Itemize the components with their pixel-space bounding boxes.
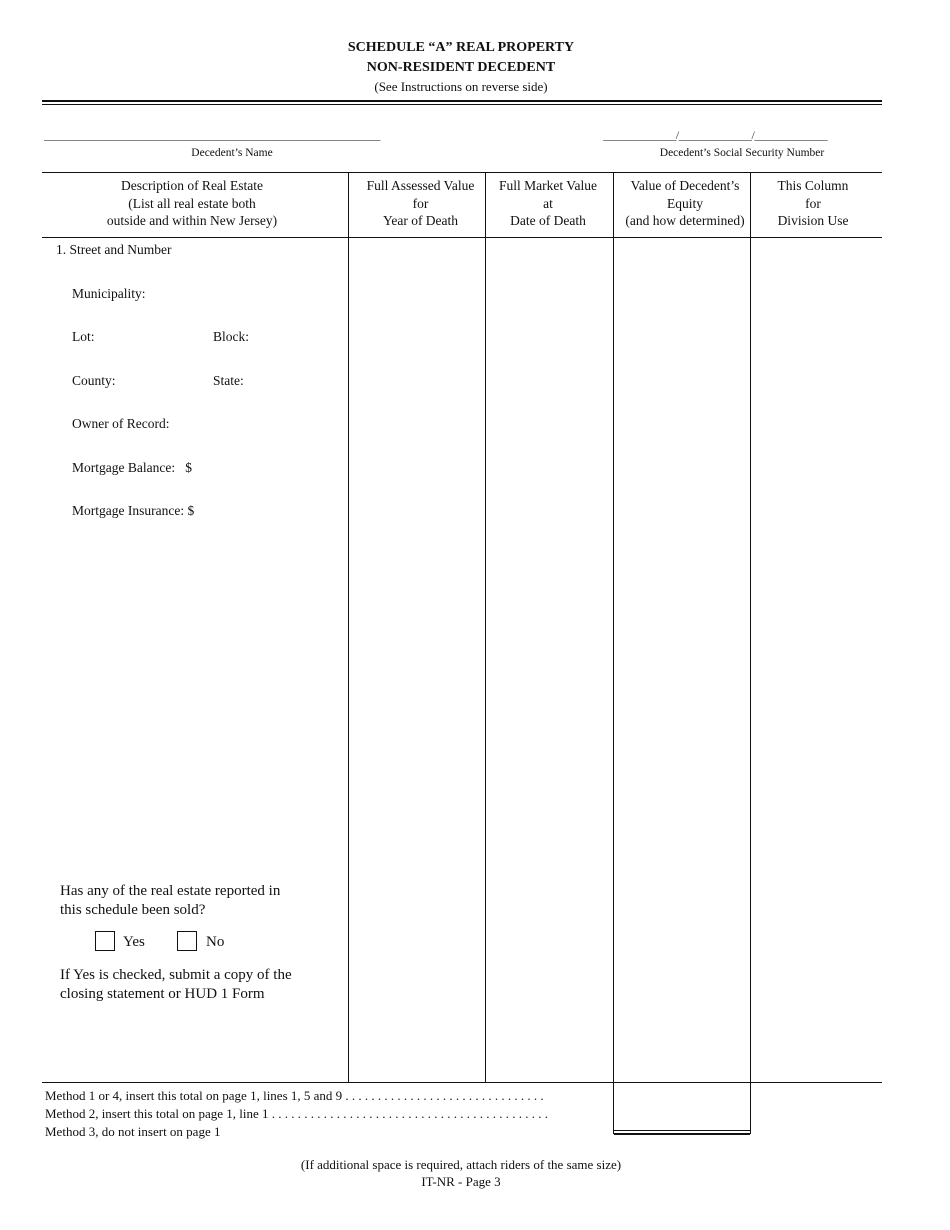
state-label: State: [213,373,244,388]
decedent-name-label: Decedent’s Name [191,147,273,159]
column-header-description: Description of Real Estate (List all real estate both outside and within New Jersey) [106,178,278,228]
column-divider-1 [348,172,349,1082]
total-rule-bottom [614,1133,750,1135]
municipality-label: Municipality: [72,286,146,301]
instructions-note: (See Instructions on reverse side) [374,79,548,94]
county-label: County: [72,373,116,388]
form-title: SCHEDULE “A” REAL PROPERTY [347,40,575,55]
table-bottom-rule [42,1082,882,1083]
no-checkbox[interactable] [177,931,197,951]
lot-label: Lot: [72,329,95,344]
column-divider-2 [485,172,486,1082]
form-subtitle: NON-RESIDENT DECEDENT [366,60,556,75]
riders-note: (If additional space is required, attach riders of the same size) [300,1157,622,1172]
table-header-rule [42,237,882,238]
yes-checkbox[interactable] [95,931,115,951]
decedent-name-field[interactable]: ____________________________________________________________ [44,128,381,142]
yes-label: Yes [123,934,145,950]
header-rule-top [42,100,882,102]
mortgage-balance-label: Mortgage Balance: $ [72,460,192,475]
street-number-label: 1. Street and Number [56,242,172,257]
column-header-assessed-value: Full Assessed Value for Year of Death [366,178,475,228]
column-divider-3 [613,172,614,1134]
total-rule-top [614,1130,750,1131]
column-header-equity: Value of Decedent’s Equity (and how determined) [625,178,745,228]
column-header-market-value: Full Market Value at Date of Death [499,178,597,228]
header-rule-bottom [42,104,882,105]
method-1-4-line: Method 1 or 4, insert this total on page 1, lines 1, 5 and 9 . . . . . . . . . . . . . . . . . . . . . . . . . . . . . . . [45,1088,544,1103]
column-divider-4 [750,172,751,1134]
sold-question: Has any of the real estate reported in this schedule been sold? [60,883,281,918]
no-label: No [206,934,225,950]
method-3-line: Method 3, do not insert on page 1 [45,1124,221,1139]
mortgage-insurance-label: Mortgage Insurance: $ [72,503,195,518]
sold-instructions: If Yes is checked, submit a copy of the closing statement or HUD 1 Form [60,967,292,1002]
block-label: Block: [213,329,249,344]
owner-of-record-label: Owner of Record: [72,416,170,431]
ssn-label: Decedent’s Social Security Number [659,147,825,159]
column-header-division-use: This Column for Division Use [777,178,849,228]
method-2-line: Method 2, insert this total on page 1, line 1 . . . . . . . . . . . . . . . . . . . . . . . . . . . . . . . . . . . . . . . . . . . [45,1106,548,1121]
page-number: IT-NR - Page 3 [421,1174,501,1189]
ssn-field[interactable]: _____________/_____________/_____________ [603,128,828,142]
table-top-rule [42,172,882,173]
